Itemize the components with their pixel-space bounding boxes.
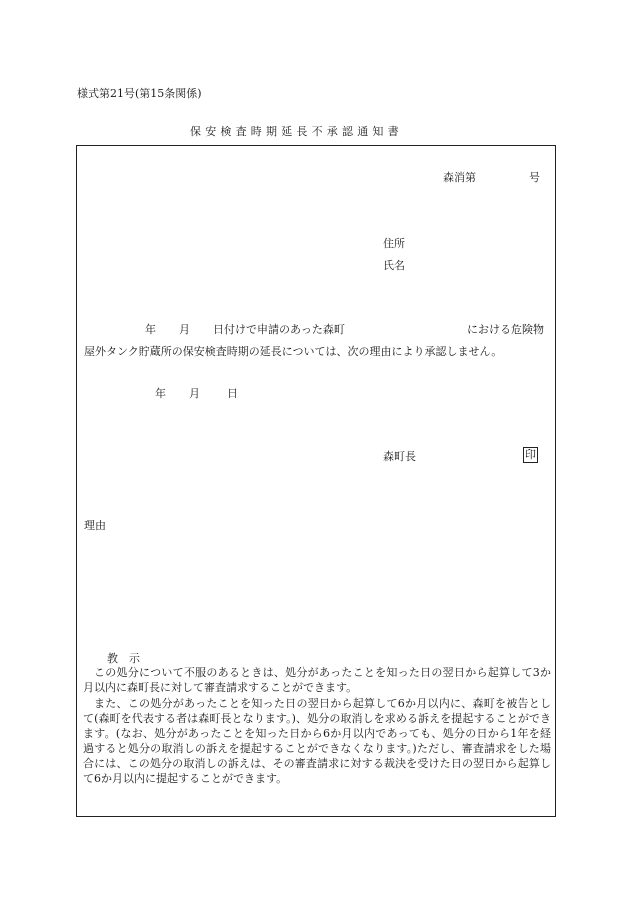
location-suffix-text: における危険物 [467, 323, 544, 336]
name-label: 氏名 [383, 259, 405, 272]
date-month-label: 月 [189, 387, 200, 400]
notice-paragraph-1: この処分について不服のあるときは、処分があったことを知った日の翌日から起算して3か月以内に森町長に対して審査請求することができます。 [83, 666, 551, 694]
date-year-label: 年 [155, 387, 166, 400]
reason-label: 理由 [84, 519, 106, 532]
issuer-title: 森町長 [383, 450, 416, 463]
notice-paragraph-2: また、この処分があったことを知った日の翌日から起算して6か月以内に、森町を被告として(森町を代表する者は森町長となります。)、処分の取消しを求める訴えを提起することができます。(なお、処分があったことを知った日から6か月以内であっても、処分の日から1年を経過すると処分の取消しの訴えを提起することができなくなります。)ただし、審査請求をした場合には、この処分の取消しの訴えは、その審査請求に対する裁決を受けた日の翌日から起算して6か月以内に提起することができます。 [83, 697, 551, 785]
notice-heading: 教 示 [107, 652, 140, 665]
application-year-label: 年 [145, 323, 156, 336]
date-day-label: 日 [227, 387, 238, 400]
application-month-label: 月 [179, 323, 190, 336]
body-second-line: 屋外タンク貯蔵所の保安検査時期の延長については、次の理由により承認しません。 [84, 345, 503, 358]
form-number-label: 様式第21号(第15条関係) [77, 87, 202, 100]
application-date-text: 日付けで申請のあった森町 [213, 323, 345, 336]
document-title: 保安検査時期延長不承認通知書 [190, 125, 403, 138]
address-label: 住所 [383, 237, 405, 250]
document-number-suffix: 号 [529, 171, 540, 184]
seal-mark: 印 [525, 448, 536, 461]
form-frame [76, 145, 556, 817]
document-number-prefix: 森消第 [443, 171, 476, 184]
